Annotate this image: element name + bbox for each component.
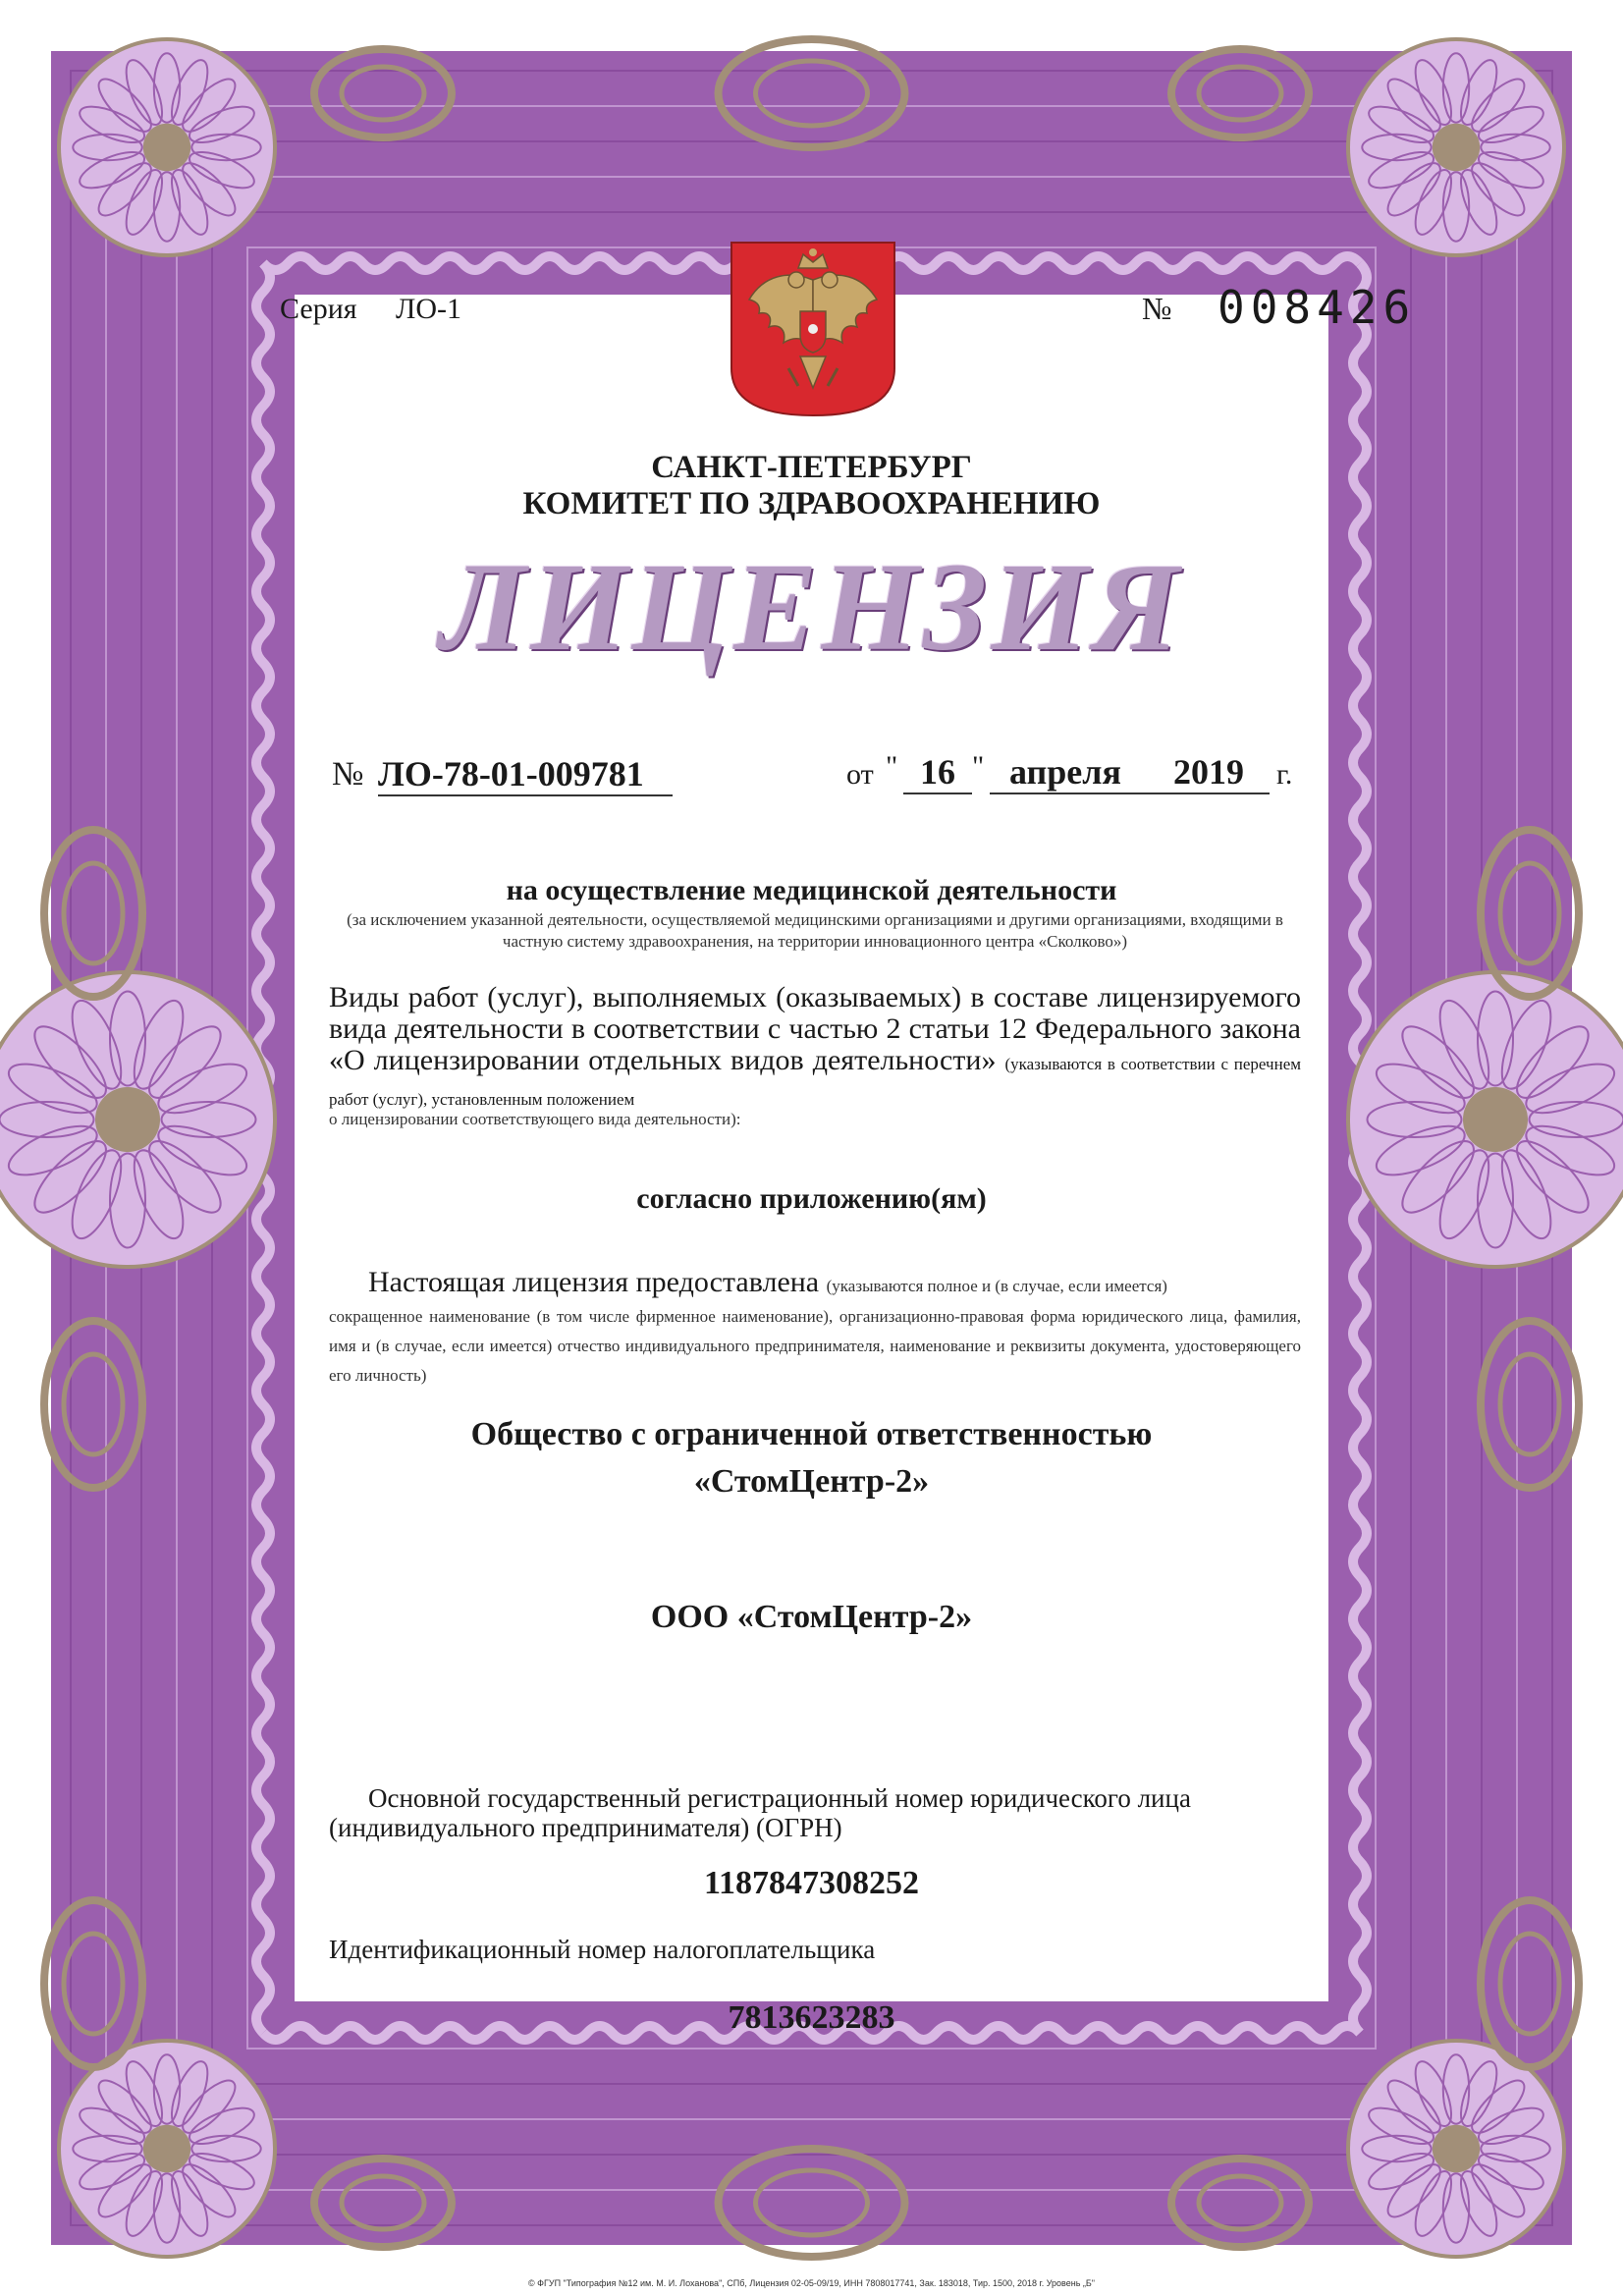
- issuer-city: САНКТ-ПЕТЕРБУРГ: [651, 450, 972, 485]
- license-month: апреля: [990, 751, 1270, 794]
- form-number: 008426: [1217, 281, 1417, 334]
- license-year: 2019: [1173, 752, 1244, 792]
- inn-value: 7813623283: [728, 1999, 895, 2036]
- printer-footer: © ФГУП "Типография №12 им. М. И. Лоханова", СПб, Лицензия 02-05-09/19, ИНН 7808017741, Зак. 183018, Тир. 1500, 2018 г. Уровень „Б": [528, 2278, 1095, 2288]
- ogrn-label: Основной государственный регистрационный номер юридического лица (индивидуального предпринимателя) (ОГРН): [329, 1783, 1191, 1842]
- series-label: Серия: [280, 293, 357, 325]
- ogrn-value: 1187847308252: [703, 1865, 920, 1901]
- works-value: согласно приложению(ям): [636, 1182, 987, 1215]
- activity-note: (за исключением указанной деятельности, осуществляемой медицинскими организациями и другими организациями, входящими в частную систему здравоохранения, на территории инновационного центра «Сколково»): [347, 910, 1283, 951]
- license-number: ЛО-78-01-009781: [378, 753, 673, 796]
- provided-note-tail: сокращенное наименование (в том числе фирменное наименование), организационно-правовая форма юридического лица, фамилия, имя и (в случае, если имеется) отчество индивидуального предпринимателя, наименование и реквизиты документа, удостоверяющего его личность): [329, 1307, 1301, 1385]
- activity-title: на осуществление медицинской деятельности: [506, 874, 1117, 906]
- coat-of-arms-icon: [730, 241, 896, 417]
- works-note-tail: о лицензировании соответствующего вида деятельности):: [329, 1110, 741, 1128]
- provided-note-inline: (указываются полное и (в случае, если имеется): [826, 1277, 1167, 1295]
- form-number-sign: №: [1142, 291, 1172, 326]
- series-value: ЛО-1: [396, 293, 462, 325]
- organization-full-name-line1: Общество с ограниченной ответственностью: [470, 1416, 1153, 1452]
- license-date-quote-close: ": [972, 750, 985, 783]
- provided-paragraph: [329, 1267, 1301, 1302]
- license-year-suffix: г.: [1276, 758, 1293, 791]
- works-note-inline: (указываются в соответствии с перечнем работ (услуг), установленным положением: [329, 1055, 1302, 1109]
- license-date-prefix: от: [846, 758, 874, 791]
- works-text: Виды работ (услуг), выполняемых (оказываемых) в составе лицензируемого вида деятельности в соответствии с частью 2 статьи 12 Федерального закона «О лицензировании отдельных видов деятельности»: [329, 981, 1301, 1076]
- provided-text: Настоящая лицензия предоставлена: [368, 1266, 820, 1298]
- organization-full-name-line2: «СтомЦентр-2»: [693, 1463, 930, 1500]
- license-number-sign: №: [332, 756, 364, 793]
- license-date-quote-open: ": [886, 750, 898, 783]
- document-title: ЛИЦЕНЗИЯ: [440, 537, 1183, 677]
- issuer-committee: КОМИТЕТ ПО ЗДРАВООХРАНЕНИЮ: [522, 486, 1101, 521]
- license-day: 16: [903, 751, 972, 794]
- organization-short-name: ООО «СтомЦентр-2»: [650, 1599, 973, 1635]
- works-paragraph: [329, 982, 1301, 1116]
- inn-label: Идентификационный номер налогоплательщика: [329, 1935, 876, 1964]
